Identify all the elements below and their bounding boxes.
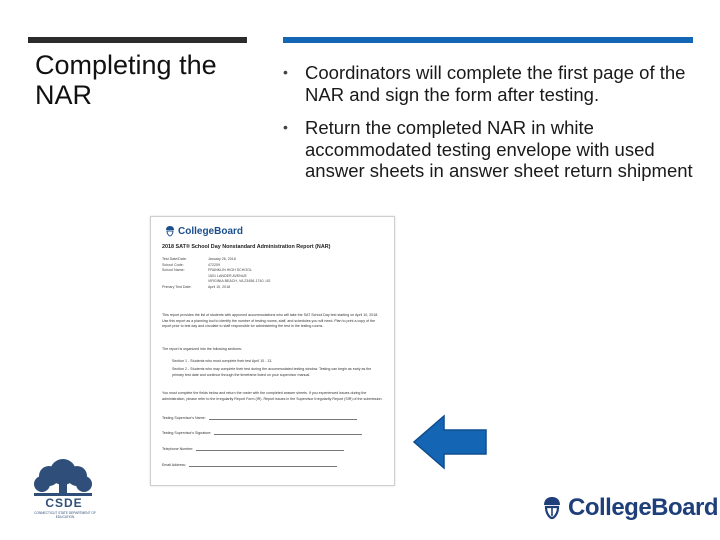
- doc-logo-text: CollegeBoard: [178, 225, 244, 237]
- content-divider-bar: [283, 37, 693, 43]
- doc-meta-row: School Name: FRANKLIN HIGH SCHOOL: [162, 268, 252, 272]
- bullet-dot-icon: •: [283, 64, 288, 80]
- slide-title: Completing the NAR: [35, 50, 217, 110]
- title-divider-bar: [28, 37, 247, 43]
- arrow-left-icon: [410, 412, 490, 472]
- doc-title: 2018 SAT® School Day Nonstandard Administration Report (NAR): [162, 244, 331, 250]
- bullet-list: [283, 62, 693, 194]
- bullet-text: Coordinators will complete the first page of the NAR and sign the form after testing.: [305, 62, 686, 105]
- bullet-item: [283, 117, 693, 182]
- bullet-text: Return the completed NAR in white accommodated testing envelope with used answer sheets in answer sheet return shipment: [305, 117, 693, 181]
- acorn-icon: [165, 225, 175, 237]
- collegeboard-logo-text: CollegeBoard: [568, 494, 719, 521]
- acorn-icon: [542, 496, 562, 520]
- doc-meta-row: Primary Test Date: April 10, 2018: [162, 284, 231, 289]
- csde-logo: [24, 456, 102, 522]
- bullet-dot-icon: •: [283, 119, 288, 135]
- doc-paragraph: You must complete the fields below and return the roster with the completed answer sheets. If you experienced issues during the administration, please refer to the Irregularity Report Form (IR). Report issues in the Supervisor Irregularity Report (SIR) of the submission.: [162, 391, 383, 401]
- doc-section-item: Section 2 - Students who may complete their test during the accommodated testing window. Testing can begin as early as the primary test date and continue through the timeframe listed on your supervisor manual.: [172, 367, 372, 377]
- doc-meta-row: School Code: 472209: [162, 262, 220, 267]
- nar-document-image: [150, 216, 395, 486]
- bullet-item: [283, 62, 693, 105]
- doc-meta-row: VIRGINIA BEACH, VA 23456-1740, US: [208, 279, 271, 283]
- csde-logo-subtext: CONNECTICUT STATE DEPARTMENT OF EDUCATION: [34, 511, 96, 519]
- doc-meta-row: Test Date/Date: January 26, 2018: [162, 257, 236, 261]
- doc-field: Email Address:: [162, 461, 337, 467]
- doc-field: Telephone Number:: [162, 445, 344, 451]
- doc-field: Testing Supervisor's Signature:: [162, 429, 362, 435]
- doc-field: Testing Supervisor's Name:: [162, 414, 357, 420]
- doc-paragraph: This report provides the list of students with approved accommodations who will take the SAT School Day test starting on April 10, 2018. Use this report as a planning tool to identify the number of testing rooms, staff, and schedules you will need. Plan to print a copy of the report prior to test day and circulate to staff responsible for administering the test in the testing rooms.: [162, 313, 379, 329]
- collegeboard-logo: [542, 494, 718, 522]
- doc-paragraph: The report is organized into the following sections:: [162, 347, 242, 351]
- doc-section-item: Section 1 - Students who must complete their test April 10 - 13.: [172, 359, 273, 363]
- doc-collegeboard-logo: [165, 225, 243, 237]
- doc-meta: [162, 257, 270, 290]
- csde-logo-text: CSDE: [45, 496, 83, 510]
- doc-meta-row: 1501 LANDER AVENUE: [208, 273, 247, 278]
